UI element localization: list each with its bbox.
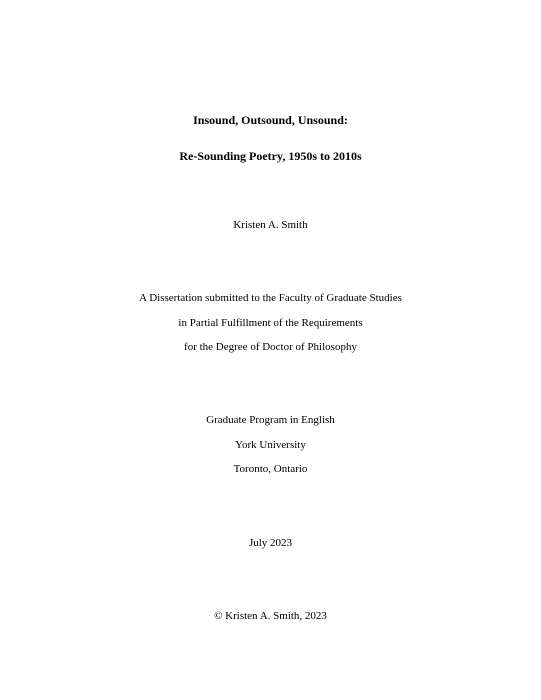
- dissertation-title-line-2: Re-Sounding Poetry, 1950s to 2010s: [179, 149, 362, 163]
- submission-statement-line-1: A Dissertation submitted to the Faculty of Graduate Studies: [139, 292, 402, 304]
- submission-statement-line-3: for the Degree of Doctor of Philosophy: [184, 341, 357, 353]
- dissertation-title-line-1: Insound, Outsound, Unsound:: [193, 113, 348, 127]
- submission-statement-line-2: in Partial Fulfillment of the Requirements: [178, 317, 363, 329]
- university-location: Toronto, Ontario: [233, 463, 308, 475]
- graduate-program: Graduate Program in English: [206, 414, 335, 426]
- author-name: Kristen A. Smith: [233, 219, 308, 231]
- copyright-notice: © Kristen A. Smith, 2023: [214, 610, 327, 622]
- submission-date: July 2023: [248, 537, 293, 549]
- university-name: York University: [235, 439, 306, 451]
